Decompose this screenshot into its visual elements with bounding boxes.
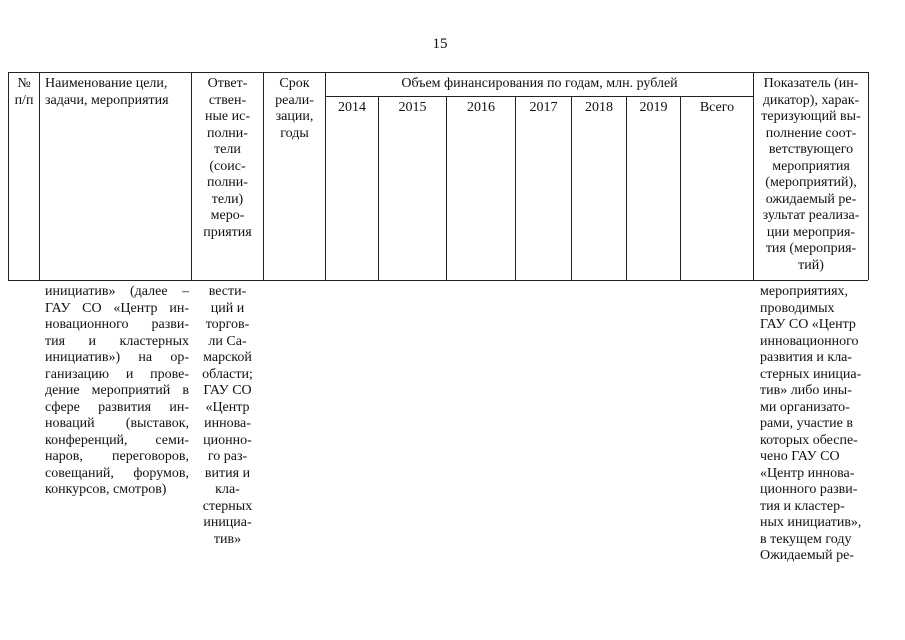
col-border (868, 72, 869, 280)
funding-subheader-border (325, 96, 753, 97)
header-name: Наименование цели, задачи, мероприятия (45, 76, 169, 108)
col-border (571, 96, 572, 280)
col-border (680, 96, 681, 280)
header-number: № п/п (14, 76, 34, 108)
header-term: Срок реали- зации, годы (275, 76, 314, 141)
year-2015: 2015 (398, 100, 427, 115)
row-indicator-cell: мероприятиях, проводимых ГАУ СО «Центр инновационного развития и кла- стерных инициа- тив» либо ины- ми организато- рами, участие в которых обеспе- чено ГАУ СО «Центр иннова- ционного разви- тия и кластер- ных инициатив», в текущем году Ожидаемый ре- (760, 284, 862, 563)
name-line: наров, переговоров, (45, 449, 189, 464)
name-line: инициатив» (далее – (45, 284, 189, 299)
col-border (626, 96, 627, 280)
year-total: Всего (699, 100, 735, 115)
year-2017: 2017 (529, 100, 558, 115)
name-line: сфере развития ин- (45, 399, 189, 415)
col-border (378, 96, 379, 280)
name-line: ГАУ СО «Центр ин- (45, 300, 189, 316)
page-number: 15 (432, 36, 448, 52)
table-top-border (8, 72, 868, 73)
name-line: новаций (выставок, (45, 416, 189, 431)
name-line: конференций, семи- (45, 432, 189, 448)
year-2014: 2014 (338, 100, 366, 115)
col-border (515, 96, 516, 280)
name-line: дение мероприятий в (45, 383, 189, 398)
header-responsible: Ответ- ствен- ные ис- полни- тели (соис- полни- тели) меро- приятия (203, 76, 252, 240)
name-line: совещаний, форумов, (45, 465, 189, 481)
name-line: тия и кластерных (45, 333, 189, 349)
header-bottom-border (8, 280, 868, 281)
header-funding: Объем финансирования по годам, млн. рублей (401, 76, 678, 91)
header-indicator: Показатель (ин- дикатор), харак- теризующий вы- полнение соот- ветствующего мероприятия (мероприятий), ожидаемый ре- зультат реализа- ции мероприя- тия (мероприя- тий) (761, 76, 861, 273)
row-responsible-cell: вести- ций и торгов- ли Са- марской области; ГАУ СО «Центр иннова- ционно- го раз- вития и кла- стерных инициа- тив» (202, 284, 253, 547)
row-name-cell (45, 284, 189, 499)
year-2018: 2018 (585, 100, 613, 115)
col-border (39, 72, 40, 280)
name-line: конкурсов, смотров) (45, 482, 167, 497)
year-2019: 2019 (639, 100, 668, 115)
col-border (446, 96, 447, 280)
name-line: инициатив») на ор- (45, 350, 189, 365)
name-line: ганизацию и прове- (45, 366, 189, 382)
name-line: новационного разви- (45, 317, 189, 332)
year-2016: 2016 (467, 100, 495, 115)
